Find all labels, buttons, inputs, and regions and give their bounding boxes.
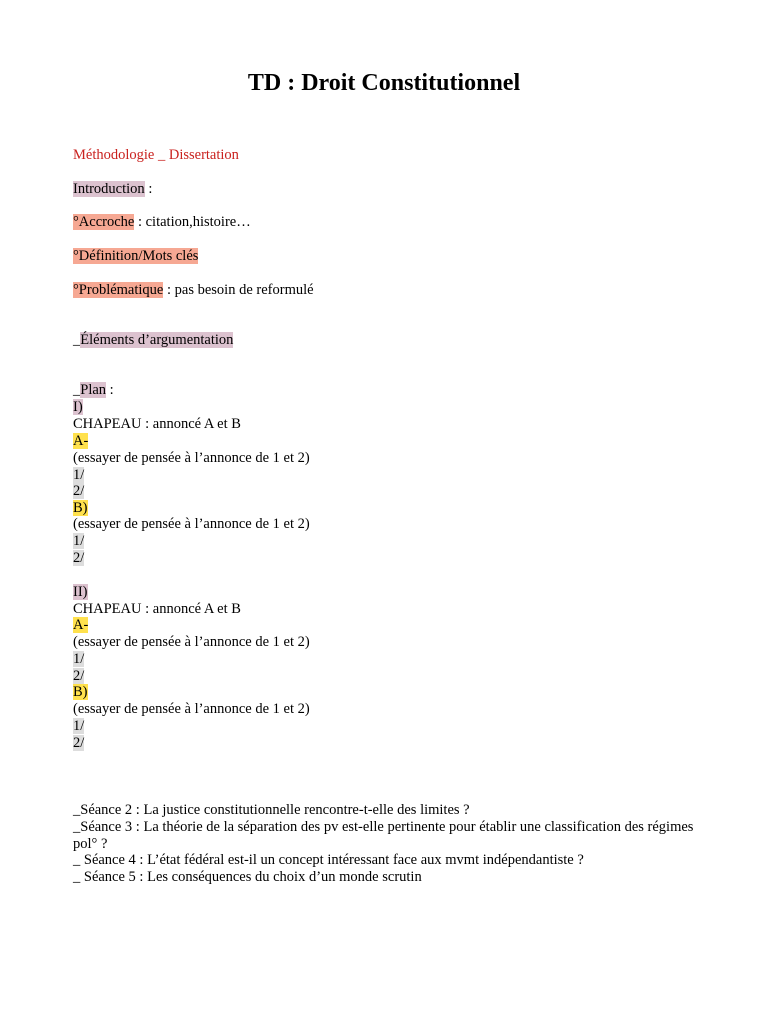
introduction-label: Introduction <box>73 181 145 197</box>
methodology-heading: Méthodologie _ Dissertation <box>73 147 239 163</box>
elements-line <box>73 332 698 349</box>
part1-a-2: 2/ <box>73 483 85 499</box>
part1-b-line <box>73 500 698 517</box>
part2-a-2: 2/ <box>73 668 85 684</box>
plan-suffix: : <box>106 382 114 398</box>
seance-3: _Séance 3 : La théorie de la séparation des pv est-elle pertinente pour établir une classification des régimes pol° ? <box>73 819 694 852</box>
plan-prefix: _ <box>73 382 81 398</box>
plan-label: Plan <box>80 382 107 398</box>
elements-label: Éléments d’argumentation <box>80 332 234 348</box>
part2-chapeau: CHAPEAU : annoncé A et B <box>73 601 241 617</box>
part1-b-label: B) <box>73 500 88 516</box>
part2-b-line <box>73 684 698 701</box>
part1-numeral: I) <box>73 399 83 415</box>
definition-label: °Définition/Mots clés <box>73 248 199 264</box>
part2-a-note: (essayer de pensée à l’annonce de 1 et 2) <box>73 634 310 650</box>
page-title: TD : Droit Constitutionnel <box>247 70 521 96</box>
part1-a-1-line <box>73 467 698 484</box>
part2-a-line <box>73 617 698 634</box>
introduction-suffix: : <box>144 181 153 197</box>
part2-numeral-line <box>73 584 698 601</box>
part1-b-1: 1/ <box>73 533 85 549</box>
part1-a-note: (essayer de pensée à l’annonce de 1 et 2) <box>73 450 310 466</box>
part1-a-label: A- <box>73 433 89 449</box>
part1-b-2: 2/ <box>73 550 85 566</box>
elements-prefix: _ <box>73 332 81 348</box>
part2-numeral: II) <box>73 584 88 600</box>
problematique-label: °Problématique <box>73 282 164 298</box>
accroche-label: °Accroche <box>73 214 135 230</box>
problematique-text: : pas besoin de reformulé <box>163 282 314 298</box>
part2-a-1: 1/ <box>73 651 85 667</box>
part1-a-line <box>73 433 698 450</box>
part1-numeral-line <box>73 399 698 416</box>
part2-b-1: 1/ <box>73 718 85 734</box>
part2-a-1-line <box>73 651 698 668</box>
seance-5: _ Séance 5 : Les conséquences du choix d’un monde scrutin <box>73 869 422 885</box>
part2-b-note: (essayer de pensée à l’annonce de 1 et 2) <box>73 701 310 717</box>
part1-a-1: 1/ <box>73 467 85 483</box>
problematique-line <box>73 282 698 299</box>
part1-chapeau: CHAPEAU : annoncé A et B <box>73 416 241 432</box>
part2-b-label: B) <box>73 684 88 700</box>
seance-2: _Séance 2 : La justice constitutionnelle rencontre-t-elle des limites ? <box>73 802 470 818</box>
part1-b-note: (essayer de pensée à l’annonce de 1 et 2) <box>73 516 310 532</box>
part1-b-1-line <box>73 533 698 550</box>
part2-a-label: A- <box>73 617 89 633</box>
part2-b-1-line <box>73 718 698 735</box>
accroche-text: : citation,histoire… <box>134 214 251 230</box>
part2-a-2-line <box>73 668 698 685</box>
part1-a-2-line <box>73 483 698 500</box>
plan-line <box>73 382 698 399</box>
accroche-line <box>73 214 698 231</box>
introduction-line <box>73 181 698 198</box>
part1-b-2-line <box>73 550 698 567</box>
part2-b-2: 2/ <box>73 735 85 751</box>
seance-4: _ Séance 4 : L’état fédéral est-il un concept intéressant face aux mvmt indépendantiste ? <box>73 852 584 868</box>
definition-line <box>73 248 698 265</box>
part2-b-2-line <box>73 735 698 752</box>
